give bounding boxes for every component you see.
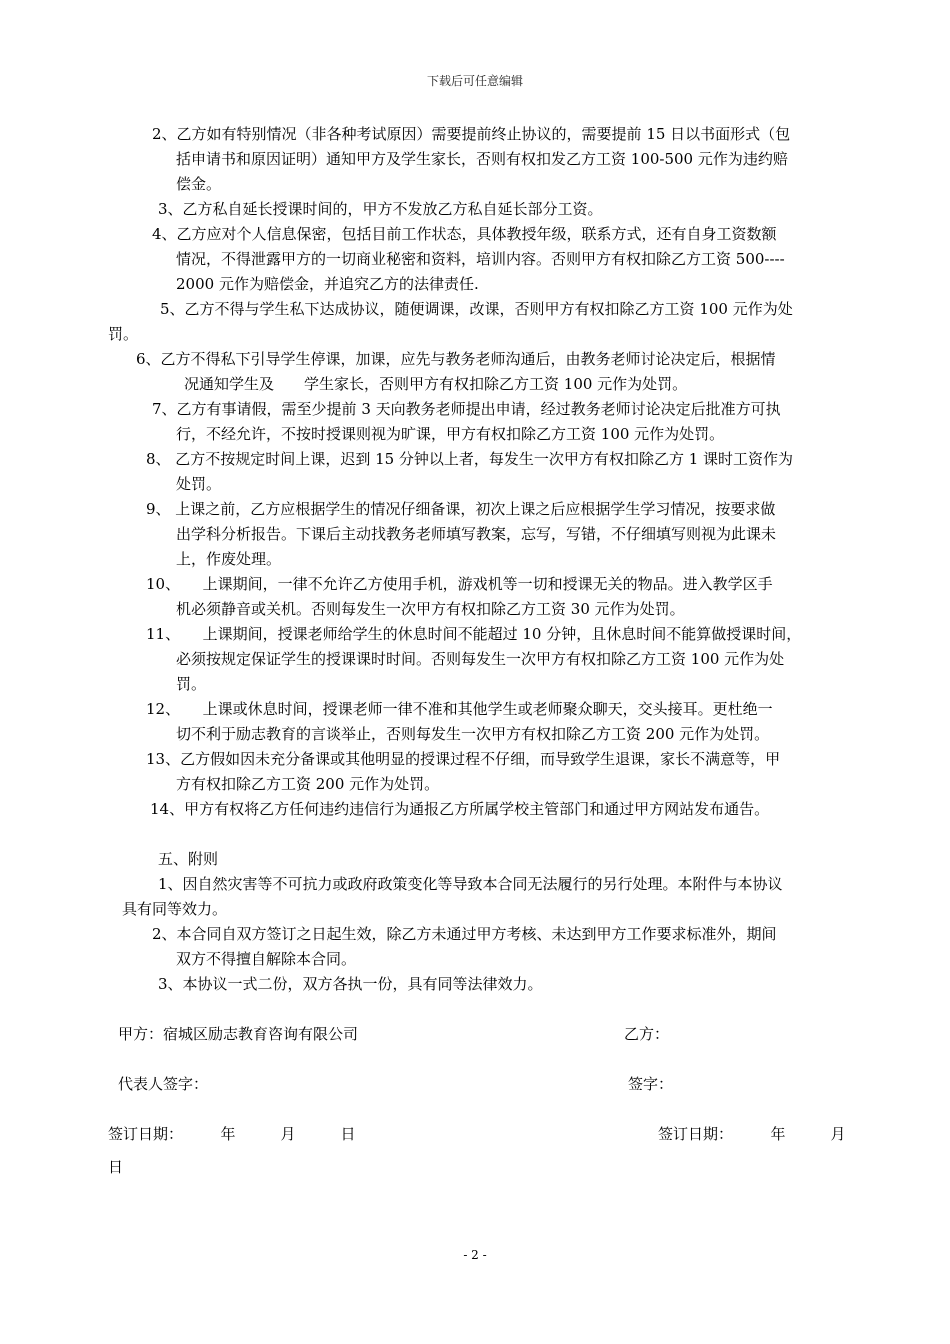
- clause-2-line-2: 括申请书和原因证明）通知甲方及学生家长，否则有权扣发乙方工资 100-500 元作为违约赔: [176, 150, 788, 168]
- representative-signature-label: 代表人签字：: [118, 1075, 209, 1093]
- clause-6-line-2: 况通知学生及 学生家长，否则甲方有权扣除乙方工资 100 元作为处罚。: [184, 375, 688, 393]
- appendix-2-line-2: 双方不得擅自解除本合同。: [176, 950, 357, 968]
- clause-14: 14、甲方有权将乙方任何违约违信行为通报乙方所属学校主管部门和通过甲方网站发布通告。: [150, 800, 770, 818]
- clause-11-line-1: 11、 上课期间，授课老师给学生的休息时间不能超过 10 分钟，且休息时间不能算做授课时间，: [146, 625, 802, 643]
- party-a-label: [118, 1024, 358, 1044]
- clause-5-line-2: 罚。: [108, 325, 139, 343]
- clause-7-line-1: 7、乙方有事请假，需至少提前 3 天向教务老师提出申请，经过教务老师讨论决定后批准方可执: [152, 400, 781, 418]
- clause-13-line-1: 13、乙方假如因未充分备课或其他明显的授课过程不仔细，而导致学生退课，家长不满意等，甲: [146, 750, 781, 768]
- clause-2-line-1: 2、乙方如有特别情况（非各种考试原因）需要提前终止协议的，需要提前 15 日以书面形式（包: [152, 125, 791, 143]
- party-b-sign-date-day: 日: [108, 1158, 124, 1176]
- clause-9-line-2: 出学科分析报告。下课后主动找教务老师填写教案，忘写，写错，不仔细填写则视为此课未: [176, 525, 777, 543]
- clause-8-line-2: 处罚。: [176, 475, 222, 493]
- clause-9-line-3: 上，作废处理。: [176, 550, 282, 568]
- page-header: 下载后可任意编辑: [426, 74, 523, 88]
- page-number: - 2 -: [463, 1248, 487, 1262]
- party-a-company-suffix: 有限公司: [298, 1025, 359, 1043]
- clause-8-line-1: 8、 乙方不按规定时间上课，迟到 15 分钟以上者，每发生一次甲方有权扣除乙方 1 课时工资作为: [146, 450, 794, 468]
- section-heading-appendix: 五、附则: [158, 850, 219, 868]
- clause-4-line-3: 2000 元作为赔偿金，并追究乙方的法律责任.: [176, 275, 479, 293]
- clause-13-line-2: 方有权扣除乙方工资 200 元作为处罚。: [176, 775, 440, 793]
- clause-12-line-1: 12、 上课或休息时间，授课老师一律不准和其他学生或老师聚众聊天，交头接耳。更杜绝一: [146, 700, 773, 718]
- clause-4-line-1: 4、乙方应对个人信息保密，包括目前工作状态，具体教授年级，联系方式，还有自身工资数额: [152, 225, 777, 243]
- clause-9-line-1: 9、 上课之前，乙方应根据学生的情况仔细备课，初次上课之后应根据学生学习情况，按要求做: [146, 500, 776, 518]
- party-a-name: 甲方：宿城区励志教育咨询: [118, 1025, 299, 1043]
- appendix-1-line-2: 具有同等效力。: [122, 900, 228, 918]
- appendix-3: 3、本协议一式二份，双方各执一份，具有同等法律效力。: [158, 975, 543, 993]
- clause-3: 3、乙方私自延长授课时间的，甲方不发放乙方私自延长部分工资。: [158, 200, 603, 218]
- party-b-label: 乙方：: [624, 1025, 670, 1043]
- clause-11-line-3: 罚。: [176, 675, 207, 693]
- clause-5-line-1: 5、乙方不得与学生私下达成协议，随便调课，改课，否则甲方有权扣除乙方工资 100 元作为处: [160, 300, 793, 318]
- party-a-sign-date: 签订日期： 年 月 日: [108, 1125, 356, 1143]
- clause-12-line-2: 切不利于励志教育的言谈举止，否则每发生一次甲方有权扣除乙方工资 200 元作为处罚。: [176, 725, 770, 743]
- appendix-2-line-1: 2、本合同自双方签订之日起生效，除乙方未通过甲方考核、未达到甲方工作要求标准外，期间: [152, 925, 777, 943]
- clause-6-line-1: 6、乙方不得私下引导学生停课，加课，应先与教务老师沟通后，由教务老师讨论决定后，根据情: [136, 350, 776, 368]
- appendix-1-line-1: 1、因自然灾害等不可抗力或政府政策变化等导致本合同无法履行的另行处理。本附件与本协议: [158, 875, 783, 893]
- clause-2-line-3: 偿金。: [176, 175, 222, 193]
- clause-11-line-2: 必须按规定保证学生的授课课时时间。否则每发生一次甲方有权扣除乙方工资 100 元作为处: [176, 650, 785, 668]
- clause-10-line-2: 机必须静音或关机。否则每发生一次甲方有权扣除乙方工资 30 元作为处罚。: [176, 600, 685, 618]
- clause-7-line-2: 行，不经允许，不按时授课则视为旷课，甲方有权扣除乙方工资 100 元作为处罚。: [176, 425, 725, 443]
- clause-4-line-2: 情况，不得泄露甲方的一切商业秘密和资料，培训内容。否则甲方有权扣除乙方工资 500----: [176, 250, 785, 268]
- party-b-sign-date: 签订日期： 年 月: [658, 1125, 846, 1143]
- clause-10-line-1: 10、 上课期间，一律不允许乙方使用手机，游戏机等一切和授课无关的物品。进入教学区手: [146, 575, 773, 593]
- party-b-signature-label: 签字：: [628, 1075, 674, 1093]
